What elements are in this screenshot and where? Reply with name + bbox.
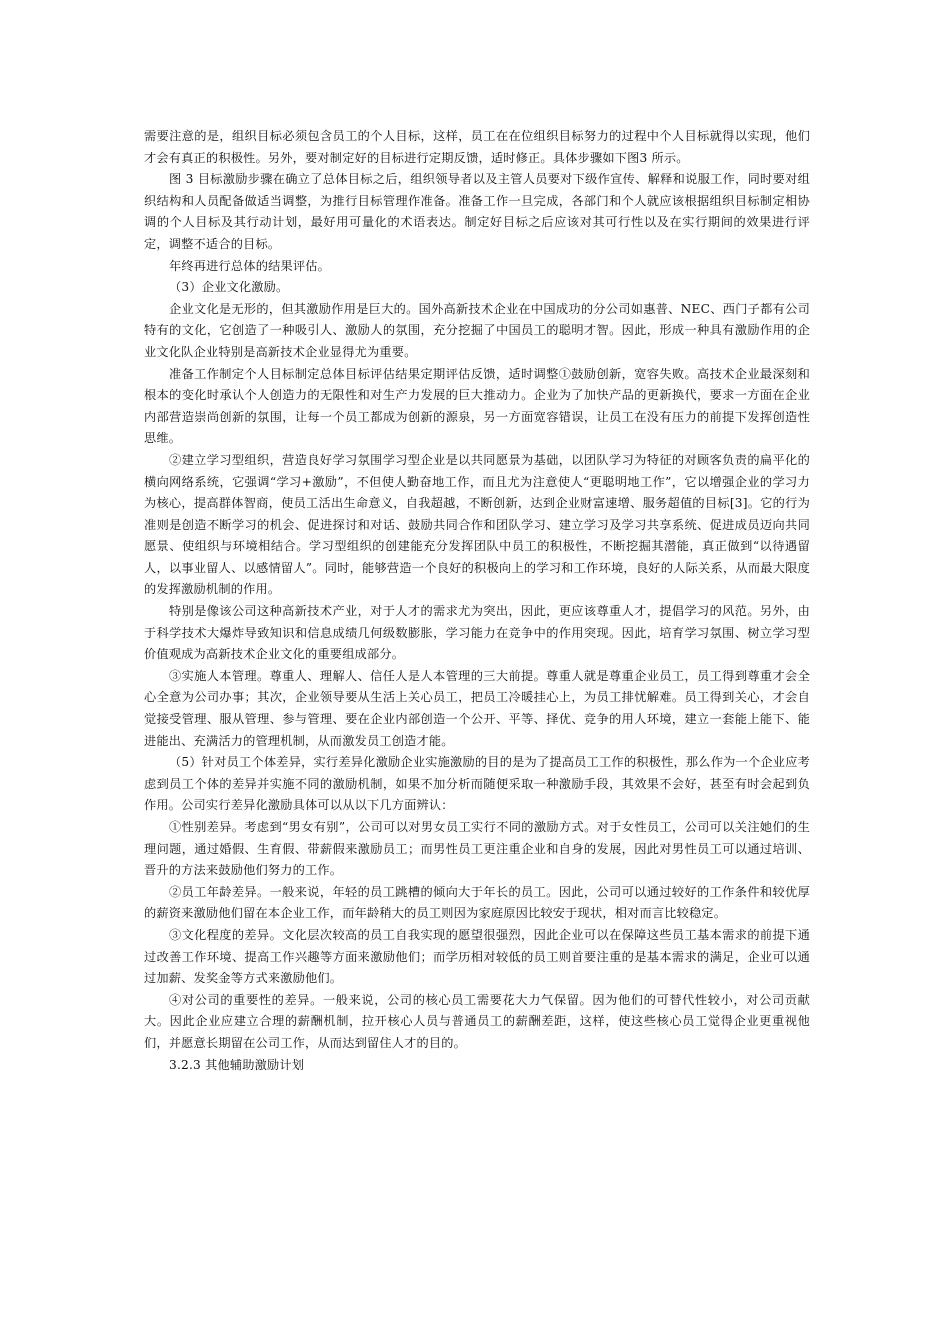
paragraph-8: 特别是像该公司这种高新技术产业，对于人才的需求尤为突出，因此，更应该尊重人才，提倡学习的风范。另外，由于科学技术大爆炸导致知识和信息成绩几何级数膨胀，学习能力在竞争中的作用突现。因此，培育学习氛围、树立学习型价值观成为高新技术企业文化的重要组成部分。	[144, 604, 810, 662]
paragraph-12: ②员工年龄差异。一般来说，年轻的员工跳槽的倾向大于年长的员工。因此，公司可以通过较好的工作条件和较优厚的薪资来激励他们留在本企业工作，而年龄稍大的员工则因为家庭原因比较安于现状，相对而言比较稳定。	[144, 884, 810, 921]
paragraph-5: 企业文化是无形的，但其激励作用是巨大的。国外高新技术企业在中国成功的分公司如惠普、NEC、西门子都有公司特有的文化，它创造了一种吸引人、激励人的氛围，充分挖掘了中国员工的聪明才智。因此，形成一种具有激励作用的企业文化队企业特别是高新技术企业显得尤为重要。	[144, 301, 810, 359]
section-heading: 3.2.3 其他辅助激励计划	[169, 1057, 305, 1072]
paragraph-7: ②建立学习型组织，营造良好学习氛围学习型企业是以共同愿景为基础，以团队学习为特征的对顾客负责的扁平化的横向网络系统，它强调“学习+激励”，不但使人勤奋地工作，而且尤为注意使人“更聪明地工作”，它以增强企业的学习力为核心，提高群体智商，使员工活出生命意义，自我超越，不断创新，达到企业财富速增、服务超值的目标[3]。它的行为准则是创造不断学习的机会、促进探讨和对话、鼓励共同合作和团队学习、建立学习及学习共享系统、促进成员迈向共同愿景、使组织与环境相结合。学习型组织的创建能充分发挥团队中员工的积极性，不断挖掘其潜能，真正做到“以待遇留人，以事业留人、以感情留人”。同时，能够营造一个良好的积极向上的学习和工作环境，良好的人际关系，从而最大限度的发挥激励机制的作用。	[144, 452, 810, 597]
paragraph-1: 需要注意的是，组织目标必须包含员工的个人目标，这样，员工在在位组织目标努力的过程中个人目标就得以实现，他们才会有真正的积极性。另外，要对制定好的目标进行定期反馈，适时修正。具体步骤如下图3 所示。	[144, 129, 810, 165]
document-page	[144, 126, 810, 1076]
paragraph-3: 年终再进行总体的结果评估。	[169, 258, 331, 273]
paragraph-9: ③实施人本管理。尊重人、理解人、信任人是人本管理的三大前提。尊重人就是尊重企业员工，员工得到尊重才会全心全意为公司办事；其次，企业领导要从生活上关心员工，把员工冷暖挂心上，为员工排忧解难。员工得到关心，才会自觉接受管理、服从管理、参与管理、要在企业内部创造一个公开、平等、择优、竞争的用人环境，建立一套能上能下、能进能出、充满活力的管理机制，从而激发员工创造才能。	[144, 668, 810, 748]
paragraph-14: ④对公司的重要性的差异。一般来说，公司的核心员工需要花大力气保留。因为他们的可替代性较小，对公司贡献大。因此企业应建立合理的薪酬机制，拉开核心人员与普通员工的薪酬差距，这样，使这些核心员工觉得企业更重视他们，并愿意长期留在公司工作，从而达到留住人才的目的。	[144, 992, 810, 1050]
paragraph-4: （3）企业文化激励。	[169, 280, 289, 295]
paragraph-6: 准备工作制定个人目标制定总体目标评估结果定期评估反馈，适时调整①鼓励创新，宽容失败。高技术企业最深刻和根本的变化时承认个人创造力的无限性和对生产力发展的巨大推动力。企业为了加快产品的更新换代，要求一方面在企业内部营造崇尚创新的氛围，让每一个员工都成为创新的源泉，另一方面宽容错误，让员工在没有压力的前提下发挥创造性思维。	[144, 366, 810, 446]
paragraph-2: 图 3 目标激励步骤在确立了总体目标之后，组织领导者以及主管人员要对下级作宣传、解释和说服工作，同时要对组织结构和人员配备做适当调整，为推行目标管理作准备。准备工作一旦完成，各部门和个人就应该根据组织目标制定相协调的个人目标及其行动计划，最好用可量化的术语表达。制定好目标之后应该对其可行性以及在实行期间的效果进行评定，调整不适合的目标。	[144, 172, 810, 251]
paragraph-10: （5）针对员工个体差异，实行差异化激励企业实施激励的目的是为了提高员工工作的积极性，那么作为一个企业应考虑到员工个体的差异并实施不同的激励机制，如果不加分析而随便采取一种激励手段，其效果不会好，甚至有时会起到负作用。公司实行差异化激励具体可以从以下几方面辨认：	[144, 755, 810, 813]
paragraph-11: ①性别差异。考虑到“男女有别”，公司可以对男女员工实行不同的激励方式。对于女性员工，公司可以关注她们的生理问题，通过婚假、生育假、带薪假来激励员工；而男性员工更注重企业和自身的发展，因此对男性员工可以通过培训、晋升的方法来鼓励他们努力的工作。	[144, 820, 810, 878]
paragraph-13: ③文化程度的差异。文化层次较高的员工自我实现的愿望很强烈，因此企业可以在保障这些员工基本需求的前提下通过改善工作环境、提高工作兴趣等方面来激励他们；而学历相对较低的员工则首要注重的是基本需求的满足，企业可以通过加薪、发奖金等方式来激励他们。	[144, 927, 810, 986]
